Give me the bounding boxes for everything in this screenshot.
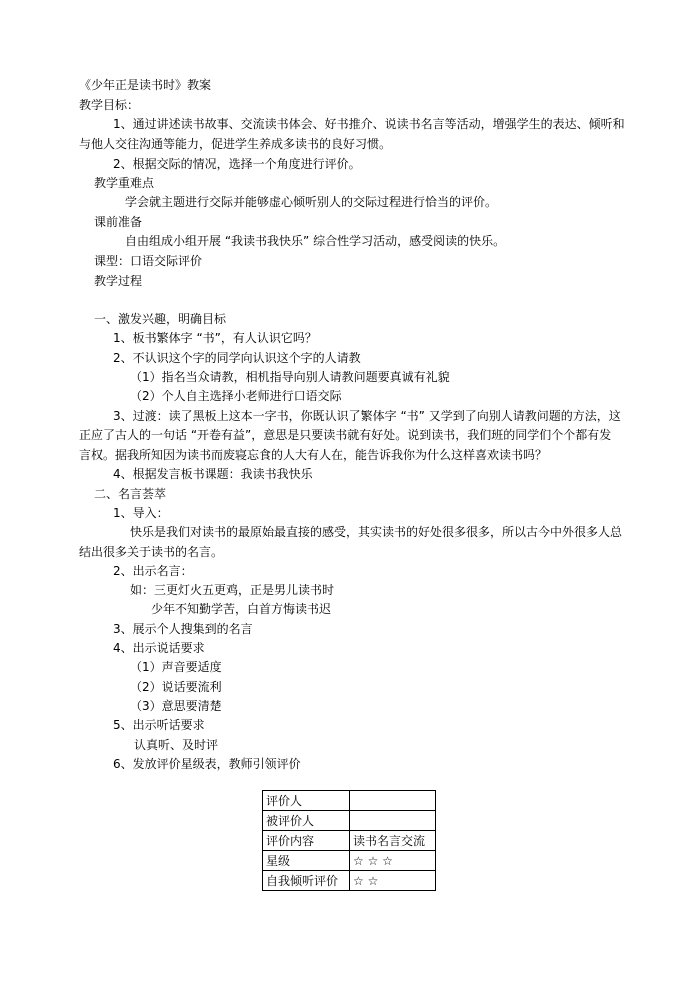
section-2-item-6: 6、发放评价星级表，教师引领评价	[113, 757, 301, 771]
table-row	[263, 851, 436, 871]
evaluation-table	[262, 790, 436, 891]
star-rating-cell: ☆ ☆ ☆	[350, 851, 436, 871]
table-row	[263, 791, 436, 811]
section-1-item-2-sub-1: （1）指名当众请教，相机指导向别人请教问题要真诚有礼貌	[130, 370, 450, 384]
table-cell-value	[350, 811, 436, 831]
section-1-item-2: 2、不认识这个字的同学向认识这个字的人请教	[113, 351, 361, 365]
goals-heading: 教学目标：	[79, 98, 140, 112]
goal-2: 2、根据交际的情况，选择一个角度进行评价。	[113, 157, 361, 171]
section-1-item-3-line-3: 言权。据我所知因为读书而废寝忘食的人大有人在，能告诉我你为什么这样喜欢读书吗？	[79, 448, 548, 462]
listening-req-text: 认真听、及时评	[134, 738, 219, 752]
section-1-item-2-sub-2: （2）个人自主选择小老师进行口语交际	[130, 389, 342, 403]
section-1-item-3-line-1: 3、过渡：读了黑板上这本一字书，你既认识了繁体字 “书” 又学到了向别人请教问题的方法，这	[113, 409, 621, 423]
section-1-item-3-line-2: 正应了古人的一句话 “开卷有益”，意思是只要读书就有好处。说到读书，我们班的同学们个个都有发	[79, 428, 612, 442]
section-2-item-1-text-line-2: 结出很多关于读书的名言。	[79, 545, 224, 559]
section-1-item-1: 1、板书繁体字 “书”，有人认识它吗？	[113, 331, 317, 345]
goal-1-line-2: 与他人交往沟通等能力，促进学生养成多读书的良好习惯。	[79, 137, 392, 151]
table-cell-label: 被评价人	[263, 811, 350, 831]
quote-1: 如：三更灯火五更鸡，正是男儿读书时	[130, 583, 335, 597]
section-1-item-4: 4、根据发言板书课题：我读书我快乐	[113, 467, 313, 481]
section-2-item-1-text-line-1: 快乐是我们对读书的最原始最直接的感受，其实读书的好处很多很多，所以古今中外很多人总	[130, 525, 623, 539]
table-cell-label: 评价人	[263, 791, 350, 811]
goal-1-line-1: 1、通过讲述读书故事、交流读书体会、好书推介、说读书名言等活动，增强学生的表达、倾听和	[113, 117, 625, 131]
table-cell-label: 自我倾听评价	[263, 871, 350, 891]
star-rating-cell: ☆ ☆	[350, 871, 436, 891]
section-1-heading: 一、激发兴趣，明确目标	[94, 312, 227, 326]
prep-heading: 课前准备	[94, 215, 143, 229]
section-2-item-3: 3、展示个人搜集到的名言	[113, 622, 253, 636]
section-2-item-2: 2、出示名言：	[113, 564, 193, 578]
table-row	[263, 871, 436, 891]
table-row	[263, 831, 436, 851]
prep-text: 自由组成小组开展 “我读书我快乐” 综合性学习活动，感受阅读的快乐。	[125, 234, 506, 248]
table-cell-label: 星级	[263, 851, 350, 871]
speaking-req-3: （3）意思要清楚	[130, 699, 222, 713]
section-2-item-5: 5、出示听话要求	[113, 718, 205, 732]
table-cell-value: 读书名言交流	[350, 831, 436, 851]
keypoint-heading: 教学重难点	[94, 176, 155, 190]
speaking-req-2: （2）说话要流利	[130, 680, 222, 694]
keypoint-text: 学会就主题进行交际并能够虚心倾听别人的交际过程进行恰当的评价。	[125, 195, 498, 209]
table-cell-label: 评价内容	[263, 831, 350, 851]
quote-2: 少年不知勤学苦，白首方悔读书迟	[151, 602, 332, 616]
table-cell-value	[350, 791, 436, 811]
speaking-req-1: （1）声音要适度	[130, 660, 222, 674]
lesson-type: 课型：口语交际评价	[94, 254, 203, 268]
process-heading: 教学过程	[94, 274, 143, 288]
section-2-item-1: 1、导入：	[113, 506, 169, 520]
section-2-heading: 二、名言荟萃	[94, 487, 167, 501]
table-row	[263, 811, 436, 831]
doc-title: 《少年正是读书时》教案	[79, 78, 212, 92]
section-2-item-4: 4、出示说话要求	[113, 641, 205, 655]
